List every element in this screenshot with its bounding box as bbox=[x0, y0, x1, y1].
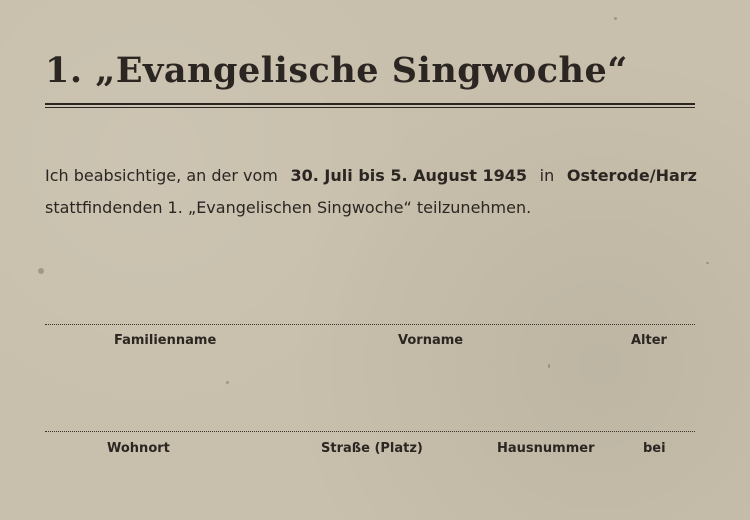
declaration-line-1 bbox=[45, 160, 697, 192]
address-fill-line[interactable] bbox=[45, 431, 695, 432]
hausnummer-label: Hausnummer bbox=[497, 441, 595, 456]
paper-speck bbox=[706, 262, 709, 264]
declaration-in: in bbox=[539, 166, 555, 185]
bei-label: bei bbox=[643, 441, 666, 456]
card-title: 1. „Evangelische Singwoche“ bbox=[45, 50, 628, 91]
paper-speck bbox=[226, 381, 229, 384]
paper-speck bbox=[38, 268, 44, 274]
title-rule-thick bbox=[45, 103, 695, 105]
title-rule-thin bbox=[45, 107, 695, 108]
declaration-line-2: stattfindenden 1. „Evangelischen Singwoche“ teilzunehmen. bbox=[45, 198, 532, 217]
paper-speck bbox=[548, 364, 550, 368]
event-dates: 30. Juli bis 5. August 1945 bbox=[290, 166, 528, 185]
vorname-label: Vorname bbox=[398, 333, 464, 348]
familienname-label: Familienname bbox=[114, 333, 217, 348]
alter-label: Alter bbox=[631, 333, 667, 348]
strasse-label: Straße (Platz) bbox=[321, 441, 423, 456]
name-fill-line[interactable] bbox=[45, 324, 695, 325]
declaration-intro: Ich beabsichtige, an der vom bbox=[45, 166, 278, 185]
paper-speck bbox=[614, 17, 617, 20]
wohnort-label: Wohnort bbox=[107, 441, 170, 456]
event-place: Osterode/Harz bbox=[566, 166, 697, 185]
